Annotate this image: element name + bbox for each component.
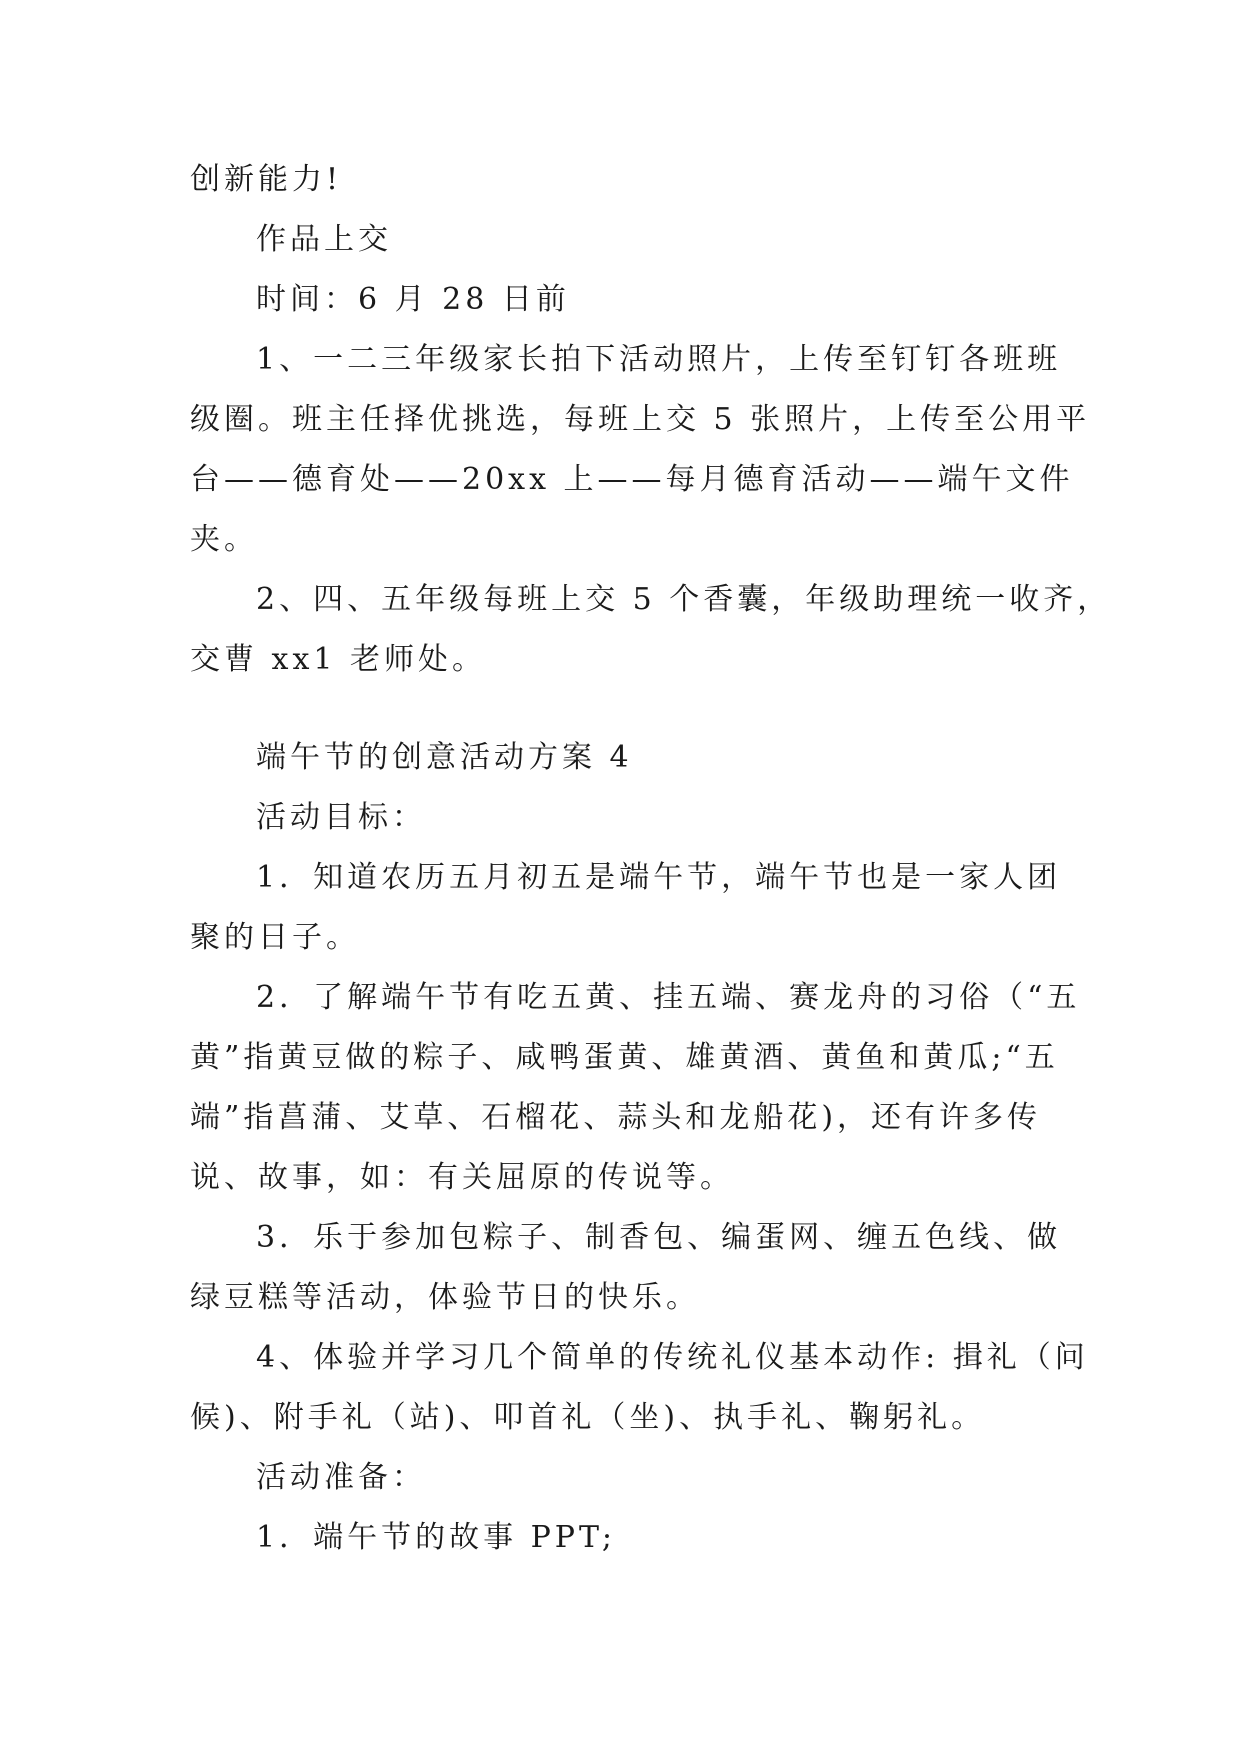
- text-line: 黄”指黄豆做的粽子、咸鸭蛋黄、雄黄酒、黄鱼和黄瓜;“五: [190, 1040, 1059, 1075]
- paragraph-intro-end: [190, 150, 1050, 210]
- heading-activity-preparation: [190, 1448, 1050, 1508]
- document-page: [190, 150, 1112, 1568]
- paragraph-deadline: [190, 270, 1050, 330]
- text-line: 1、一二三年级家长拍下活动照片，上传至钉钉各班班: [256, 342, 1062, 377]
- section-gap: [190, 690, 1050, 728]
- text-line: 绿豆糕等活动，体验节日的快乐。: [190, 1280, 700, 1315]
- paragraph-goal-4: [190, 1328, 1089, 1448]
- text-line: 活动准备：: [256, 1460, 426, 1495]
- text-line: 1．端午节的故事 PPT;: [256, 1520, 617, 1555]
- heading-work-submission: [190, 210, 1050, 270]
- text-line: 时间：6 月 28 日前: [256, 282, 570, 317]
- text-line: 端”指菖蒲、艾草、石榴花、蒜头和龙船花)，还有许多传: [190, 1100, 1042, 1135]
- text-line: 2、四、五年级每班上交 5 个香囊，年级助理统一收齐，: [256, 582, 1112, 617]
- paragraph-item-2: [190, 570, 1112, 690]
- text-line: 说、故事，如：有关屈原的传说等。: [190, 1160, 734, 1195]
- text-line: 1．知道农历五月初五是端午节，端午节也是一家人团: [256, 860, 1062, 895]
- paragraph-item-1: [190, 330, 1091, 570]
- text-line: 台——德育处——20xx 上——每月德育活动——端午文件: [190, 462, 1074, 497]
- text-line: 活动目标：: [256, 800, 426, 835]
- text-line: 2．了解端午节有吃五黄、挂五端、赛龙舟的习俗（“五: [256, 980, 1081, 1015]
- text-line: 创新能力!: [190, 162, 343, 197]
- text-line: 级圈。班主任择优挑选，每班上交 5 张照片，上传至公用平: [190, 402, 1091, 437]
- text-line: 交曹 xx1 老师处。: [190, 642, 486, 677]
- text-line: 夹。: [190, 522, 258, 557]
- paragraph-prep-1: [190, 1508, 1050, 1568]
- text-line: 聚的日子。: [190, 920, 360, 955]
- paragraph-goal-1: [190, 848, 1062, 968]
- paragraph-goal-3: [190, 1208, 1062, 1328]
- text-line: 4、体验并学习几个简单的传统礼仪基本动作: 揖礼（问: [256, 1340, 1089, 1375]
- heading-activity-goals: [190, 788, 1050, 848]
- text-line: 候)、附手礼（站)、叩首礼（坐)、执手礼、鞠躬礼。: [190, 1400, 986, 1435]
- text-line: 作品上交: [256, 222, 392, 257]
- text-line: 端午节的创意活动方案 4: [256, 740, 633, 775]
- section-title: [190, 728, 1050, 788]
- paragraph-goal-2: [190, 968, 1081, 1208]
- text-line: 3．乐于参加包粽子、制香包、编蛋网、缠五色线、做: [256, 1220, 1062, 1255]
